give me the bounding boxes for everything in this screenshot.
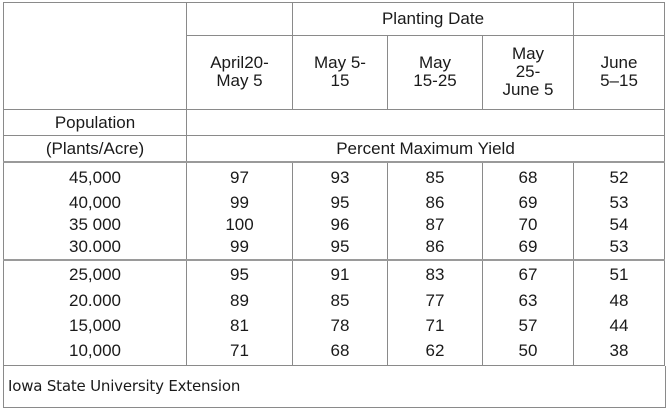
- population-cell: 20.000: [4, 289, 187, 314]
- yield-cell: 67: [483, 260, 574, 289]
- yield-cell: 100: [187, 214, 293, 236]
- yield-cell: 69: [483, 235, 574, 260]
- yield-cell: 44: [574, 313, 665, 338]
- yield-cell: 83: [388, 260, 483, 289]
- header-blank-cell: [187, 3, 293, 36]
- yield-table: [3, 2, 665, 366]
- yield-cell: 85: [388, 162, 483, 192]
- yield-cell: 48: [574, 289, 665, 314]
- yield-cell: 89: [187, 289, 293, 314]
- yield-cell: 38: [574, 338, 665, 366]
- yield-cell: 96: [293, 214, 388, 236]
- header-blank-span: [187, 109, 665, 136]
- yield-cell: 78: [293, 313, 388, 338]
- date-column-header: May 15-25: [388, 35, 483, 109]
- yield-cell: 71: [388, 313, 483, 338]
- yield-cell: 87: [388, 214, 483, 236]
- yield-cell: 68: [483, 162, 574, 192]
- yield-cell: 99: [187, 192, 293, 214]
- yield-cell: 95: [293, 235, 388, 260]
- header-row-top: [4, 3, 665, 36]
- yield-cell: 85: [293, 289, 388, 314]
- yield-cell: 52: [574, 162, 665, 192]
- planting-date-header: Planting Date: [293, 3, 574, 36]
- yield-cell: 95: [187, 260, 293, 289]
- date-column-header: May 25- June 5: [483, 35, 574, 109]
- yield-cell: 53: [574, 235, 665, 260]
- corner-cell: [4, 3, 187, 110]
- table-row: [4, 313, 665, 338]
- yield-cell: 69: [483, 192, 574, 214]
- population-cell: 30.000: [4, 235, 187, 260]
- yield-cell: 53: [574, 192, 665, 214]
- table-row: [4, 192, 665, 214]
- table-row: [4, 289, 665, 314]
- source-credit: Iowa State University Extension: [3, 366, 666, 408]
- population-units-header: (Plants/Acre): [4, 136, 187, 163]
- population-header: Population: [4, 109, 187, 136]
- population-cell: 10,000: [4, 338, 187, 366]
- yield-cell: 95: [293, 192, 388, 214]
- yield-cell: 71: [187, 338, 293, 366]
- table-row: [4, 214, 665, 236]
- population-cell: 35 000: [4, 214, 187, 236]
- table-row: [4, 338, 665, 366]
- date-column-header: May 5- 15: [293, 35, 388, 109]
- header-row-units: [4, 136, 665, 163]
- population-cell: 25,000: [4, 260, 187, 289]
- population-cell: 45,000: [4, 162, 187, 192]
- yield-cell: 57: [483, 313, 574, 338]
- yield-cell: 70: [483, 214, 574, 236]
- yield-cell: 77: [388, 289, 483, 314]
- header-blank-cell: [574, 3, 665, 36]
- yield-cell: 86: [388, 235, 483, 260]
- yield-cell: 91: [293, 260, 388, 289]
- date-column-header: April20- May 5: [187, 35, 293, 109]
- yield-cell: 63: [483, 289, 574, 314]
- yield-cell: 62: [388, 338, 483, 366]
- table-row: [4, 162, 665, 192]
- table-row: [4, 235, 665, 260]
- yield-cell: 93: [293, 162, 388, 192]
- yield-cell: 51: [574, 260, 665, 289]
- population-cell: 40,000: [4, 192, 187, 214]
- yield-cell: 68: [293, 338, 388, 366]
- date-column-header: June 5–15: [574, 35, 665, 109]
- yield-cell: 54: [574, 214, 665, 236]
- percent-max-yield-header: Percent Maximum Yield: [187, 136, 665, 163]
- yield-cell: 50: [483, 338, 574, 366]
- population-cell: 15,000: [4, 313, 187, 338]
- yield-cell: 86: [388, 192, 483, 214]
- yield-cell: 81: [187, 313, 293, 338]
- table-row: [4, 260, 665, 289]
- yield-cell: 97: [187, 162, 293, 192]
- header-row-population: [4, 109, 665, 136]
- yield-cell: 99: [187, 235, 293, 260]
